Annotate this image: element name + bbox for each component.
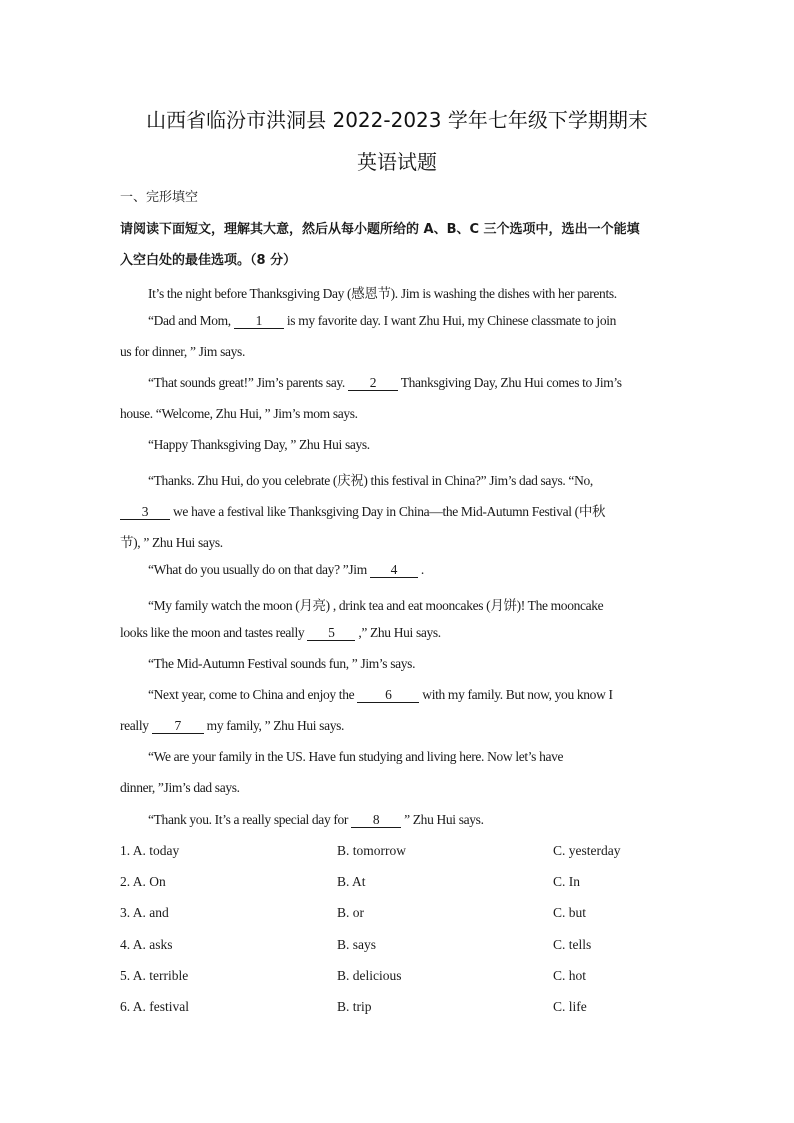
option-4-a: 4. A. asks bbox=[120, 937, 173, 952]
blank-5: 5 bbox=[307, 626, 355, 641]
passage-paragraph: “That sounds great!” Jim’s parents say. 2 Thanksgiving Day, Zhu Hui comes to Jim’s bbox=[148, 375, 622, 390]
option-6-c: C. life bbox=[553, 999, 587, 1014]
passage-line: really 7 my family, ” Zhu Hui says. bbox=[120, 718, 345, 733]
instructions-line-1: 请阅读下面短文，理解其大意，然后从每小题所给的 A、B、C 三个选项中，选出一个能填 bbox=[120, 222, 640, 237]
option-2-b: B. At bbox=[337, 874, 366, 889]
option-5-b: B. delicious bbox=[337, 968, 402, 983]
document-title: 山西省临汾市洪洞县 2022-2023 学年七年级下学期期末 bbox=[146, 108, 648, 132]
blank-1: 1 bbox=[234, 314, 284, 329]
option-1-c: C. yesterday bbox=[553, 843, 621, 858]
option-5-a: 5. A. terrible bbox=[120, 968, 189, 983]
option-2-c: C. In bbox=[553, 874, 580, 889]
blank-4: 4 bbox=[370, 563, 418, 578]
blank-6: 6 bbox=[357, 688, 419, 703]
option-2-a: 2. A. On bbox=[120, 874, 166, 889]
option-1-a: 1. A. today bbox=[120, 843, 180, 858]
option-5-c: C. hot bbox=[553, 968, 587, 983]
passage-paragraph: “What do you usually do on that day? ”Jim 4 . bbox=[148, 562, 424, 577]
option-6-a: 6. A. festival bbox=[120, 999, 189, 1014]
passage-line: 3 we have a festival like Thanksgiving Day in China—the Mid-Autumn Festival (中秋 bbox=[120, 500, 680, 520]
option-4-c: C. tells bbox=[553, 937, 592, 952]
passage-paragraph: “Next year, come to China and enjoy the 6 with my family. But now, you know I bbox=[148, 687, 613, 702]
passage-line: us for dinner, ” Jim says. bbox=[120, 344, 245, 359]
passage-paragraph: “We are your family in the US. Have fun studying and living here. Now let’s have bbox=[148, 749, 564, 764]
option-3-b: B. or bbox=[337, 905, 364, 920]
passage-line: dinner, ”Jim’s dad says. bbox=[120, 780, 240, 795]
passage-paragraph: “Happy Thanksgiving Day, ” Zhu Hui says. bbox=[148, 437, 370, 452]
blank-3: 3 bbox=[120, 505, 170, 520]
passage-line: house. “Welcome, Zhu Hui, ” Jim’s mom says. bbox=[120, 406, 358, 421]
option-3-c: C. but bbox=[553, 905, 587, 920]
passage-paragraph: “My family watch the moon (月亮) , drink tea and eat mooncakes (月饼)! The mooncake bbox=[148, 598, 604, 613]
blank-7: 7 bbox=[152, 719, 204, 734]
section-heading: 一、完形填空 bbox=[120, 190, 199, 205]
passage-paragraph: “Thank you. It’s a really special day for 8 ” Zhu Hui says. bbox=[148, 812, 484, 827]
passage-paragraph: It’s the night before Thanksgiving Day (感恩节). Jim is washing the dishes with her parents. bbox=[148, 286, 617, 301]
passage-paragraph: “The Mid-Autumn Festival sounds fun, ” Jim’s says. bbox=[148, 656, 416, 671]
blank-8: 8 bbox=[351, 813, 401, 828]
passage-line: looks like the moon and tastes really 5 ,” Zhu Hui says. bbox=[120, 625, 441, 640]
passage-line: 节), ” Zhu Hui says. bbox=[120, 535, 223, 550]
instructions-line-2: 入空白处的最佳选项。（8 分） bbox=[120, 253, 297, 268]
option-6-b: B. trip bbox=[337, 999, 372, 1014]
option-3-a: 3. A. and bbox=[120, 905, 169, 920]
blank-2: 2 bbox=[348, 376, 398, 391]
passage-paragraph: “Dad and Mom, 1 is my favorite day. I want Zhu Hui, my Chinese classmate to join bbox=[148, 313, 617, 328]
option-1-b: B. tomorrow bbox=[337, 843, 406, 858]
document-subtitle: 英语试题 bbox=[357, 150, 437, 174]
option-4-b: B. says bbox=[337, 937, 377, 952]
passage-paragraph: “Thanks. Zhu Hui, do you celebrate (庆祝) this festival in China?” Jim’s dad says. “No, bbox=[148, 473, 593, 488]
